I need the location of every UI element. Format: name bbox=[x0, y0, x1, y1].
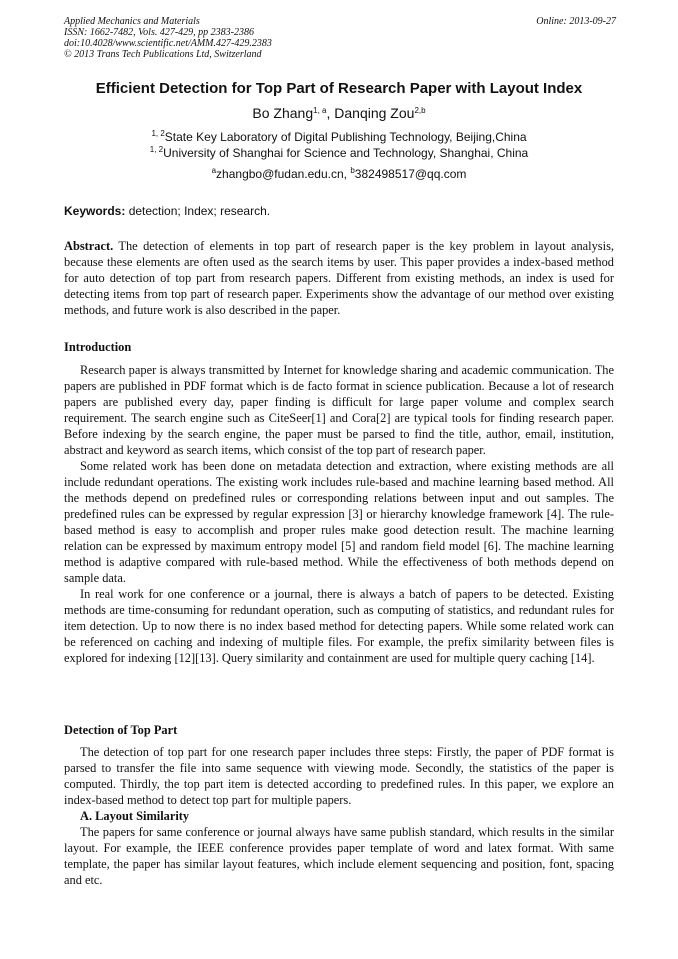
paper-title: Efficient Detection for Top Part of Research Paper with Layout Index bbox=[95, 80, 583, 97]
affiliation-text: State Key Laboratory of Digital Publishing Technology, Beijing,China bbox=[164, 130, 527, 144]
author-superscript: 1, a bbox=[313, 106, 327, 115]
section-heading: Introduction bbox=[64, 340, 132, 354]
email-line bbox=[40, 166, 638, 182]
affiliation-superscript: 1, 2 bbox=[149, 145, 164, 154]
paragraph: Some related work has been done on metadata detection and extraction, where existing methods are all include redundant operations. The existing work includes rule-based and machine learning based method. All the methods depend on predefined rules or corresponding relations between input and out samples. The predefined rules can be expressed by regular expression [3] or hierarchy knowledge framework [4]. The rule-based method is easy to accomplish and proper rules make good detection result. The machine learning relation can be expressed by maximum entropy model [5] and random field model [6]. The machine learning method is adaptive compared with rule-based method. While the effectiveness of both methods depend on sample data. bbox=[64, 459, 614, 585]
keywords-label: Keywords: bbox=[64, 204, 126, 218]
author-superscript: 2,b bbox=[414, 106, 426, 115]
email-address: zhangbo@fudan.edu.cn, bbox=[216, 167, 351, 181]
paragraph: Research paper is always transmitted by Internet for knowledge sharing and academic communication. The papers are published in PDF format which is de facto format in science publication. Because a lot of research papers are published every day, paper finding is difficult for large paper volume and complex search requirement. The search engine such as CiteSeer[1] and Cora[2] are typical tools for finding research paper. Before indexing by the search engine, the paper must be parsed to find the title, author, email, institution, abstract and keyword as search items, which consist of the top part of research paper. bbox=[64, 363, 614, 457]
doi: doi:10.4028/www.scientific.net/AMM.427-429.2383 bbox=[64, 38, 272, 49]
keywords-text: detection; Index; research. bbox=[125, 204, 271, 218]
detection-body bbox=[64, 744, 614, 888]
subsection-heading: A. Layout Similarity bbox=[80, 809, 190, 823]
author-separator: , bbox=[326, 105, 335, 121]
journal-name: Applied Mechanics and Materials bbox=[64, 16, 200, 27]
affiliation-superscript: 1, 2 bbox=[151, 129, 165, 138]
paragraph: The papers for same conference or journal always have same publish standard, which results in the similar layout. For example, the IEEE conference provides paper template of word and latex format. With same template, the paper has similar layout features, which include element sequencing and position, font, spacing and etc. bbox=[64, 825, 614, 887]
section-heading: Detection of Top Part bbox=[64, 723, 178, 737]
author-name: Danqing Zou bbox=[334, 105, 415, 121]
email-superscript: a bbox=[211, 166, 217, 175]
author-name: Bo Zhang bbox=[252, 105, 314, 121]
affiliation bbox=[40, 145, 638, 161]
paragraph: In real work for one conference or a journal, there is always a batch of papers to be detected. Existing methods are time-consuming for redundant operation, such as computing of statistics, and redundant rules for item detection. Up to now there is no index based method for detecting papers. While some related work can be referenced on caching and indexing of multiple files. For example, the prefix similarity between files is explored for indexing [12][13]. Query similarity and containment are used for multiple query caching [14]. bbox=[64, 587, 614, 665]
affiliation-text: University of Shanghai for Science and Technology, Shanghai, China bbox=[163, 146, 529, 160]
affiliation bbox=[40, 129, 638, 145]
email-address: 382498517@qq.com bbox=[354, 167, 467, 181]
copyright: © 2013 Trans Tech Publications Ltd, Switzerland bbox=[64, 49, 262, 60]
paragraph: The detection of top part for one research paper includes three steps: Firstly, the paper of PDF format is parsed to transfer the file into same sequence with viewing mode. Secondly, the statistics of the paper is computed. Thirdly, the top part item is detected according to predefined rules. In this paper, we explore an index-based method to detect top part for multiple papers. bbox=[64, 745, 614, 807]
abstract-label: Abstract. bbox=[64, 239, 114, 253]
email-superscript: b bbox=[350, 166, 355, 175]
introduction-body bbox=[64, 362, 614, 666]
author-line bbox=[40, 104, 638, 122]
issn: ISSN: 1662-7482, Vols. 427-429, pp 2383-2386 bbox=[64, 27, 254, 38]
abstract-text: The detection of elements in top part of research paper is the key problem in layout analysis, because these elements are often used as the search items by user. This paper provides a index-based method for auto detection of top part from research papers. Different from existing methods, an index is used for detecting items from top part of research paper. Experiments show the advantage of our method over existing methods, and future work is also described in the paper. bbox=[64, 239, 614, 317]
keywords bbox=[64, 203, 616, 219]
abstract bbox=[64, 238, 614, 318]
running-header bbox=[64, 16, 616, 60]
online-date: Online: 2013-09-27 bbox=[536, 16, 616, 27]
